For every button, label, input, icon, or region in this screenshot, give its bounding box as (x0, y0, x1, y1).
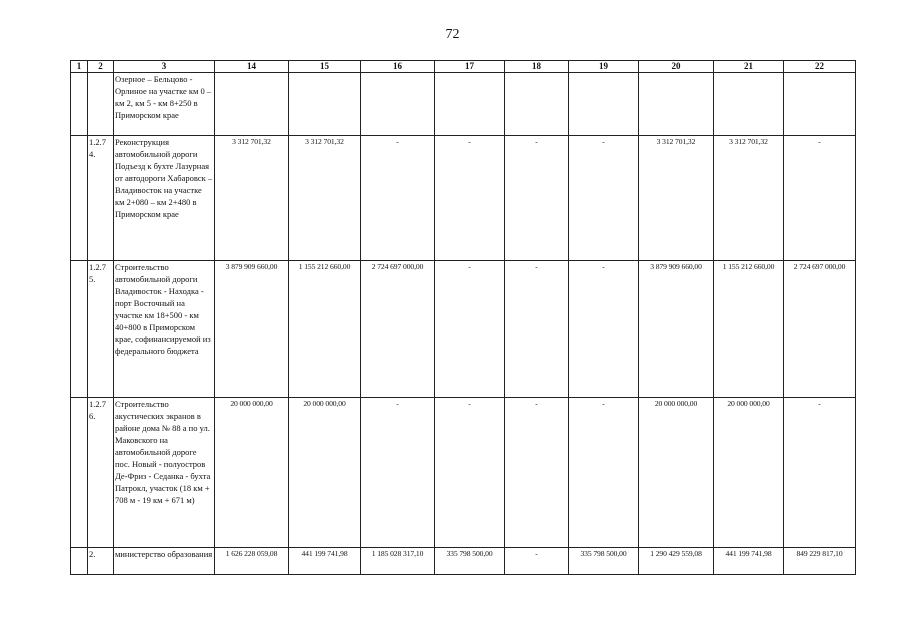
value-cell: 20 000 000,00 (215, 398, 289, 548)
table-row (71, 136, 856, 261)
value-cell (505, 73, 569, 136)
row-code-cell (88, 73, 114, 136)
row-index-cell (71, 261, 88, 398)
row-name-cell: Строительство акустических экранов в районе дома № 88 а по ул. Маковского на автомобильной дороге пос. Новый - полуостров Де-Фриз - Седанка - бухта Патрокл, участок (18 км + 708 м - 19 км + 671 м) (114, 398, 215, 548)
row-index-cell (71, 548, 88, 575)
value-cell: 335 798 500,00 (569, 548, 639, 575)
value-cell: 20 000 000,00 (639, 398, 714, 548)
column-header: 19 (569, 61, 639, 73)
value-cell: 1 290 429 559,08 (639, 548, 714, 575)
row-name-cell: Строительство автомобильной дороги Владивосток - Находка - порт Восточный на участке км 18+500 - км 40+800 в Приморском крае, софинансируемой из федерального бюджета (114, 261, 215, 398)
value-cell (639, 73, 714, 136)
column-header: 17 (435, 61, 505, 73)
value-cell (361, 73, 435, 136)
value-cell: 849 229 817,10 (784, 548, 856, 575)
value-cell: - (435, 261, 505, 398)
row-code-cell: 1.2.7 4. (88, 136, 114, 261)
value-cell: - (784, 136, 856, 261)
value-cell: 1 155 212 660,00 (714, 261, 784, 398)
value-cell: 335 798 500,00 (435, 548, 505, 575)
value-cell: 2 724 697 000,00 (784, 261, 856, 398)
budget-table (70, 60, 856, 575)
value-cell: 441 199 741,98 (714, 548, 784, 575)
column-header: 20 (639, 61, 714, 73)
value-cell: - (361, 136, 435, 261)
column-header: 14 (215, 61, 289, 73)
value-cell: 3 312 701,32 (215, 136, 289, 261)
column-header: 2 (88, 61, 114, 73)
row-code-cell: 1.2.7 6. (88, 398, 114, 548)
page-number: 72 (445, 27, 460, 42)
column-header: 21 (714, 61, 784, 73)
row-name-cell: Озерное – Бельцово - Орлиное на участке км 0 – км 2, км 5 - км 8+250 в Приморском крае (114, 73, 215, 136)
table-row (71, 548, 856, 575)
column-header: 16 (361, 61, 435, 73)
value-cell: 2 724 697 000,00 (361, 261, 435, 398)
column-header: 18 (505, 61, 569, 73)
value-cell: - (505, 548, 569, 575)
value-cell: - (361, 398, 435, 548)
column-header: 15 (289, 61, 361, 73)
value-cell: 3 879 909 660,00 (215, 261, 289, 398)
header-row (71, 61, 856, 73)
value-cell: - (435, 136, 505, 261)
value-cell (215, 73, 289, 136)
row-index-cell (71, 136, 88, 261)
row-code-cell: 2. (88, 548, 114, 575)
value-cell: - (505, 398, 569, 548)
value-cell: 20 000 000,00 (714, 398, 784, 548)
column-header: 3 (114, 61, 215, 73)
row-index-cell (71, 398, 88, 548)
value-cell (569, 73, 639, 136)
value-cell: 3 312 701,32 (639, 136, 714, 261)
value-cell: - (569, 398, 639, 548)
table-row (71, 261, 856, 398)
row-name-cell: министерство образования (114, 548, 215, 575)
value-cell: - (784, 398, 856, 548)
value-cell: 1 155 212 660,00 (289, 261, 361, 398)
value-cell: 1 185 028 317,10 (361, 548, 435, 575)
value-cell: 3 312 701,32 (714, 136, 784, 261)
value-cell (435, 73, 505, 136)
value-cell (714, 73, 784, 136)
value-cell: - (569, 261, 639, 398)
value-cell: 3 879 909 660,00 (639, 261, 714, 398)
value-cell: - (569, 136, 639, 261)
value-cell: 20 000 000,00 (289, 398, 361, 548)
column-header: 1 (71, 61, 88, 73)
row-name-cell: Реконструкция автомобильной дороги Подъезд к бухте Лазурная от автодороги Хабаровск – Владивосток на участке км 2+080 – км 2+480 в Приморском крае (114, 136, 215, 261)
value-cell: 441 199 741,98 (289, 548, 361, 575)
value-cell (784, 73, 856, 136)
value-cell: - (435, 398, 505, 548)
row-index-cell (71, 73, 88, 136)
value-cell (289, 73, 361, 136)
row-code-cell: 1.2.7 5. (88, 261, 114, 398)
value-cell: - (505, 261, 569, 398)
value-cell: 1 626 228 059,08 (215, 548, 289, 575)
value-cell: 3 312 701,32 (289, 136, 361, 261)
value-cell: - (505, 136, 569, 261)
table-row (71, 398, 856, 548)
column-header: 22 (784, 61, 856, 73)
table-row (71, 73, 856, 136)
